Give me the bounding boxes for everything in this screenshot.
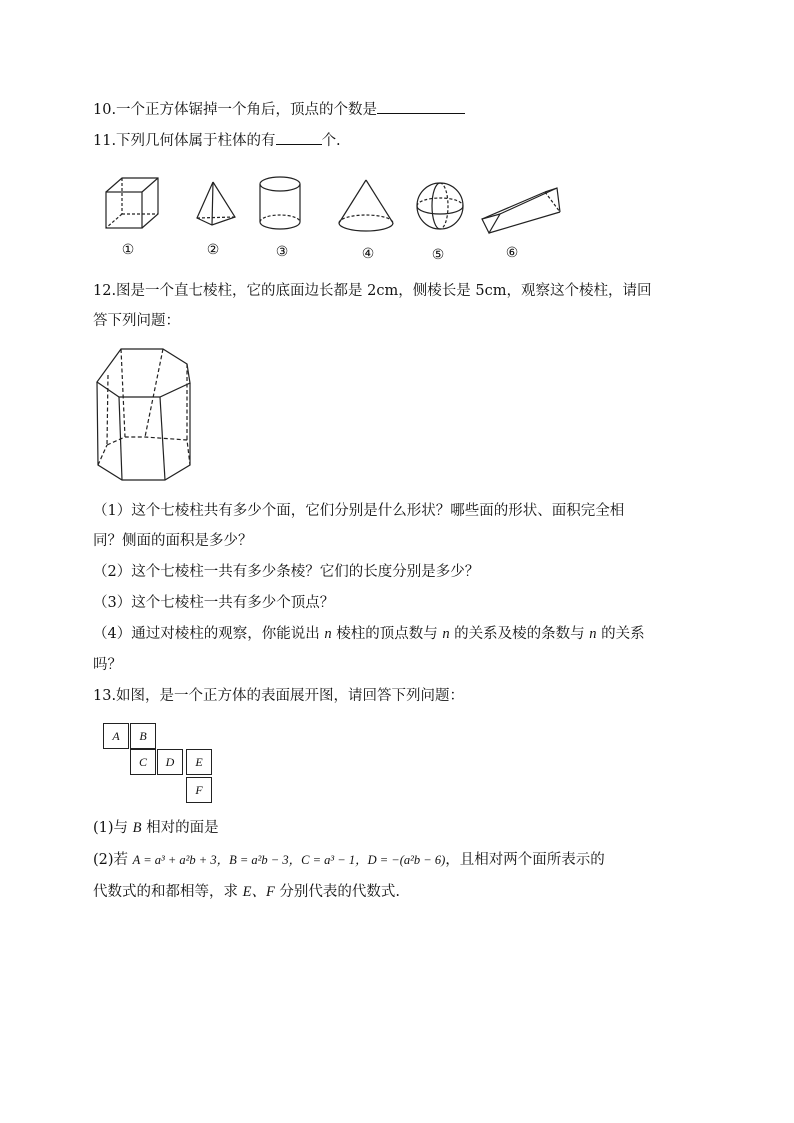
- question-12-sub2: （2）这个七棱柱一共有多少条棱？它们的长度分别是多少？: [93, 564, 480, 580]
- question-12-line1: 12.图是一个直七棱柱，它的底面边长都是 2cm，侧棱长是 5cm，观察这个棱柱，请回: [93, 283, 652, 299]
- part3-text-b: 分别代表的代数式.: [274, 884, 401, 900]
- question-11-suffix: 个.: [321, 133, 341, 149]
- sub4-text-d: 的关系: [596, 626, 645, 642]
- part1-text-a: (1)与: [93, 820, 133, 836]
- part1-var-b: B: [132, 820, 142, 836]
- net-face-b: B: [130, 723, 156, 749]
- question-12-sub1-line1: （1）这个七棱柱共有多少个面，它们分别是什么形状？哪些面的形状、面积完全相: [93, 503, 625, 519]
- sub4-text-a: （4）通过对棱柱的观察，你能说出: [93, 626, 325, 642]
- question-12-sub1-line2: 同？侧面的面积是多少？: [93, 533, 253, 549]
- label-1: ①: [121, 242, 135, 258]
- part1-text-c: 相对的面是: [141, 820, 219, 836]
- part2-text-a: (2)若: [93, 852, 133, 868]
- question-12-sub4-line1: [93, 624, 645, 644]
- label-4: ④: [361, 246, 375, 262]
- sub4-var-n: n: [442, 626, 450, 642]
- sub4-var-n: n: [324, 626, 332, 642]
- part2-text-b: ，且相对两个面所表示的: [445, 852, 605, 868]
- label-6: ⑥: [505, 245, 519, 261]
- part3-vars-ef: E、F: [242, 884, 275, 900]
- question-13-part2: [93, 850, 605, 870]
- sub4-text-c: 的关系及棱的条数与: [449, 626, 590, 642]
- net-face-c: C: [130, 749, 156, 775]
- question-10-text: 10.一个正方体锯掉一个角后，顶点的个数是: [93, 102, 378, 118]
- question-12-sub3: （3）这个七棱柱一共有多少个顶点？: [93, 595, 335, 611]
- label-5: ⑤: [431, 247, 445, 263]
- question-13-part1: [93, 818, 219, 838]
- part3-text-a: 代数式的和都相等，求: [93, 884, 243, 900]
- net-face-f: F: [186, 777, 212, 803]
- sub4-text-b: 棱柱的顶点数与: [331, 626, 443, 642]
- question-12-sub4-line2: 吗？: [93, 657, 122, 673]
- label-2: ②: [206, 242, 220, 258]
- question-13-line1: 13.如图，是一个正方体的表面展开图，请回答下列问题：: [93, 688, 465, 704]
- sub4-var-n: n: [589, 626, 597, 642]
- question-11-text: 11.下列几何体属于柱体的有: [93, 133, 276, 149]
- part2-formula: A = a³ + a²b + 3，B = a²b − 3，C = a³ − 1，D = −(a²b − 6): [132, 853, 446, 867]
- net-face-d: D: [157, 749, 183, 775]
- question-12-line2: 答下列问题：: [93, 313, 180, 329]
- net-face-e: E: [186, 749, 212, 775]
- question-13-part3: [93, 882, 400, 902]
- label-3: ③: [275, 244, 289, 260]
- net-face-a: A: [103, 723, 129, 749]
